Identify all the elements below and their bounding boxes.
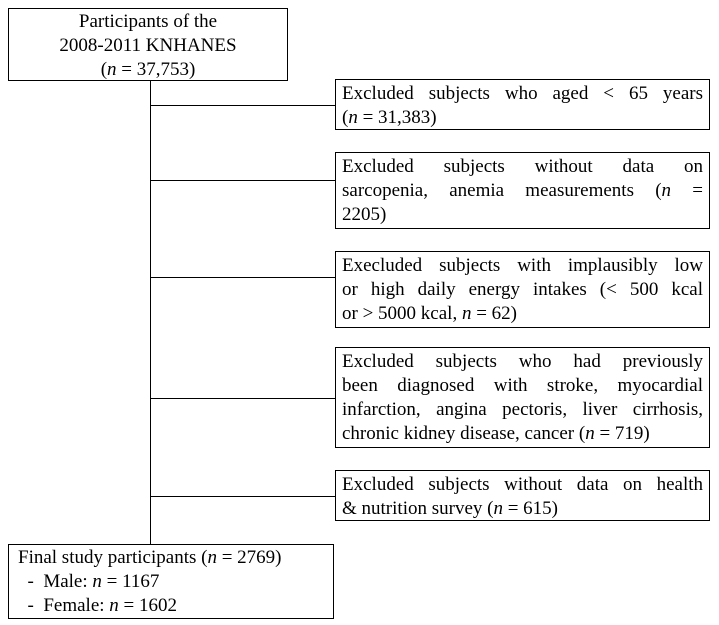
branch-connector-5: [150, 496, 335, 497]
branch-connector-1: [150, 105, 335, 106]
exclusion-count: (n = 31,383): [342, 107, 437, 128]
exclusion-box-prior-diagnosis: [335, 347, 710, 448]
start-line-2: 2008-2011 KNHANES: [59, 35, 237, 56]
start-box: [8, 8, 288, 81]
exclusion-text: infarction, angina pectoris, liver cirrhosis,: [342, 399, 703, 420]
start-line-1: Participants of the: [78, 11, 218, 32]
exclusion-count: or > 5000 kcal, n = 62): [342, 303, 517, 324]
start-count: (n = 37,753): [100, 59, 196, 80]
exclusion-box-survey: [335, 470, 710, 521]
exclusion-text: Excluded subjects who had previously: [342, 351, 703, 372]
branch-connector-2: [150, 180, 335, 181]
final-male-count: - Male: n = 1167: [18, 571, 160, 592]
branch-connector-3: [150, 277, 335, 278]
exclusion-text: Excluded subjects without data on: [342, 156, 703, 177]
branch-connector-4: [150, 398, 335, 399]
final-participants-box: [8, 544, 334, 619]
exclusion-text: or high daily energy intakes (< 500 kcal: [342, 279, 703, 300]
final-title: Final study participants (n = 2769): [18, 547, 282, 568]
exclusion-text: Excluded subjects without data on health: [342, 474, 703, 495]
final-female-count: - Female: n = 1602: [18, 595, 177, 616]
exclusion-text: been diagnosed with stroke, myocardial: [342, 375, 703, 396]
exclusion-box-missing-measurements: [335, 152, 710, 229]
main-vertical-connector: [150, 81, 151, 544]
exclusion-text: sarcopenia, anemia measurements (n =: [342, 180, 703, 201]
exclusion-text: Execluded subjects with implausibly low: [342, 255, 703, 276]
exclusion-count: chronic kidney disease, cancer (n = 719): [342, 423, 650, 444]
exclusion-box-age: [335, 79, 710, 130]
exclusion-text: Excluded subjects who aged < 65 years: [342, 83, 703, 104]
exclusion-count: 2205): [342, 204, 387, 225]
exclusion-count: & nutrition survey (n = 615): [342, 498, 558, 519]
exclusion-box-energy-intake: [335, 251, 710, 328]
